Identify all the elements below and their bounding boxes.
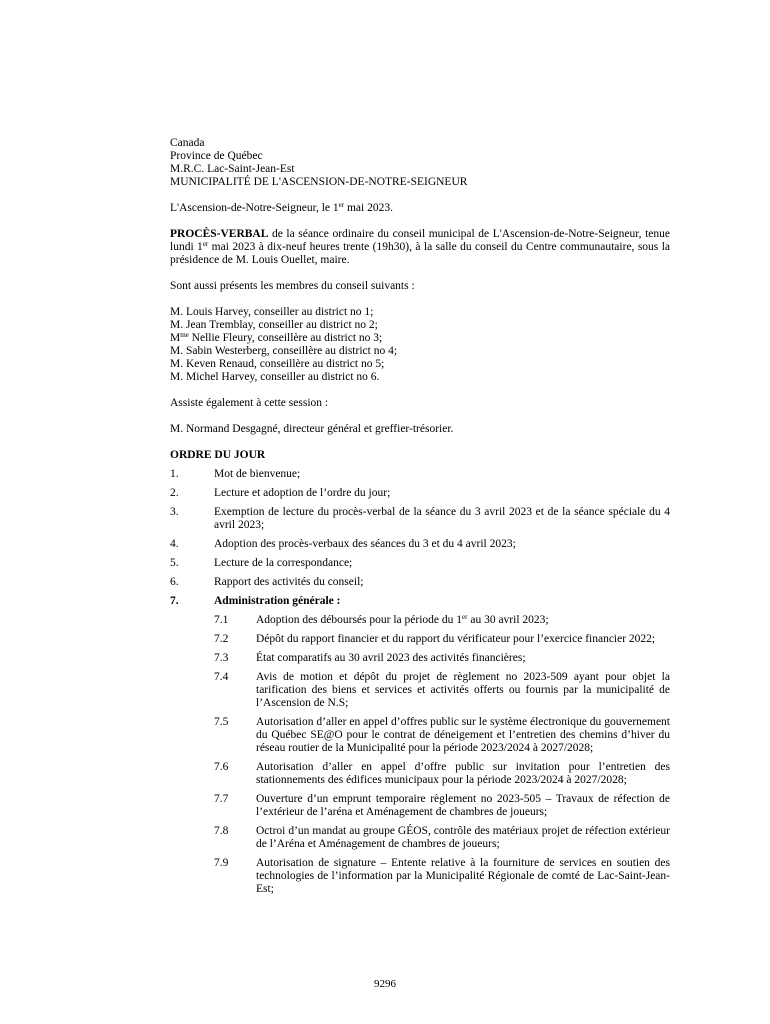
agenda-item: 4. Adoption des procès-verbaux des séances du 3 et du 4 avril 2023;: [170, 538, 516, 550]
agenda-subitem: 7.2 Dépôt du rapport financier et du rapport du vérificateur pour l’exercice financier 2022;: [214, 633, 656, 645]
proces-verbal-label: PROCÈS-VERBAL: [170, 228, 269, 240]
proces-verbal-paragraph: PROCÈS-VERBAL de la séance ordinaire du conseil municipal de L'Ascension-de-Notre-Seigneur, tenue lundi 1er mai 2023 à dix-neuf heures trente (19h30), à la salle du conseil du Centre communautaire, sous la présidence de M. Louis Ouellet, maire.: [170, 228, 671, 266]
members-list: [170, 306, 670, 384]
agenda-title: ORDRE DU JOUR: [170, 449, 266, 461]
header-line: Canada: [170, 137, 205, 149]
agenda-subitem: 7.1 Adoption des déboursés pour la période du 1er au 30 avril 2023;: [214, 613, 549, 626]
member-line: M. Michel Harvey, conseiller au district no 6.: [170, 371, 380, 383]
document-body: [170, 137, 670, 902]
header-line: Province de Québec: [170, 150, 263, 162]
member-line: $M^{me}$ Nellie Fleury, conseillère au district no 3;: [170, 331, 383, 344]
page-number: 9296: [374, 978, 396, 990]
agenda-subitem: 7.3 État comparatifs au 30 avril 2023 des activités financières;: [214, 652, 526, 664]
agenda-item: 3. Exemption de lecture du procès-verbal de la séance du 3 avril 2023 et de la séance spéciale du 4 avril 2023;: [170, 506, 670, 531]
agenda-subitem: 7.5 Autorisation d’aller en appel d’offres public sur le système électronique du gouvernement du Québec SE@O pour le contrat de déneigement et l’entretien des chemins d’hiver du réseau routier de la Municipalité pour la période 2023/2024 à 2027/2028;: [214, 716, 670, 754]
assiste-intro: Assiste également à cette session :: [170, 397, 329, 409]
agenda-subitem: 7.8 Octroi d’un mandat au groupe GÉOS, contrôle des matériaux projet de réfection extérieur de l’Aréna et Aménagement de chambres de joueurs;: [214, 825, 670, 850]
members-intro: Sont aussi présents les membres du conseil suivants :: [170, 280, 415, 292]
agenda-item: 5. Lecture de la correspondance;: [170, 557, 353, 569]
member-line: M. Sabin Westerberg, conseillère au district no 4;: [170, 345, 398, 357]
member-line: M. Keven Renaud, conseillère au district no 5;: [170, 358, 385, 370]
assiste-person: M. Normand Desgagné, directeur général et greffier-trésorier.: [170, 423, 454, 435]
agenda-list: [170, 468, 670, 896]
agenda-item: 2. Lecture et adoption de l’ordre du jour;: [170, 487, 391, 499]
member-line: M. Jean Tremblay, conseiller au district no 2;: [170, 319, 378, 331]
agenda-subitem: 7.4 Avis de motion et dépôt du projet de règlement no 2023-509 ayant pour objet la tarification des biens et services et activités offerts ou fournis par la municipalité de l’Ascension de N.S;: [214, 671, 670, 709]
agenda-subitem: 7.9 Autorisation de signature – Entente relative à la fourniture de services en soutien des technologies de l’information par la Municipalité Régionale de comté de Lac-Saint-Jean-Est;: [214, 857, 670, 895]
header-line: M.R.C. Lac-Saint-Jean-Est: [170, 163, 295, 175]
date-line: L'Ascension-de-Notre-Seigneur, le 1er mai 2023.: [170, 201, 393, 214]
header-line: MUNICIPALITÉ DE L'ASCENSION-DE-NOTRE-SEIGNEUR: [170, 176, 468, 188]
agenda-item: 6. Rapport des activités du conseil;: [170, 576, 364, 588]
agenda-section-7: 7. Administration générale :: [170, 595, 341, 607]
agenda-item: 1. Mot de bienvenue;: [170, 468, 301, 480]
agenda-subitem: 7.7 Ouverture d’un emprunt temporaire règlement no 2023-505 – Travaux de réfection de l’extérieur de l’aréna et Aménagement de chambres de joueurs;: [214, 793, 670, 818]
member-line: M. Louis Harvey, conseiller au district no 1;: [170, 306, 374, 318]
address-block: [170, 137, 670, 189]
agenda-subitem: 7.6 Autorisation d’aller en appel d’offre public sur invitation pour l’entretien des stationnements des édifices municipaux pour la période 2023/2024 à 2027/2028;: [214, 761, 670, 786]
